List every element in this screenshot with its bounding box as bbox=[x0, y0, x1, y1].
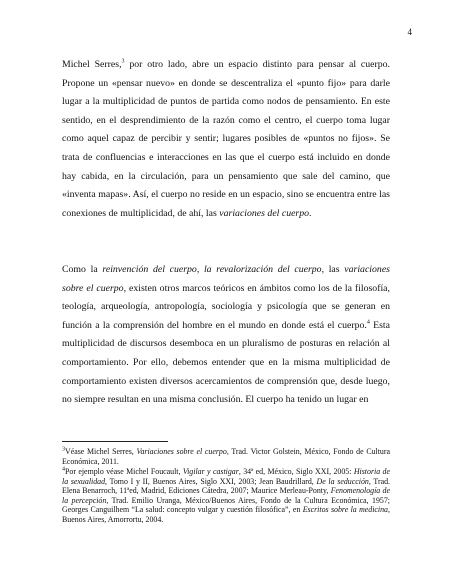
body-paragraph-serres bbox=[62, 56, 390, 223]
para2-italic-reinvencion: reinvención del cuerpo bbox=[102, 264, 197, 275]
footnote-ref-3: 3 bbox=[121, 58, 125, 65]
para1-text-b: por otro lado, abre un espacio distinto para pensar al cuerpo. Propone un «pensar nuevo» en donde se descentraliza el «punto fijo» para darle lugar a la multiplicidad de puntos de partida como nodos de pensamiento. En este sentido, en el desprendimiento de la razón como el centro, el cuerpo toma lugar como aquel capaz de percibir y sentir; lugares posibles de «puntos no fijos». Se trata de confluencias e interacciones en las que el cuerpo está incluido en donde hay cabida, en la circulación, para un pensamiento que sale del camino, que «inventa mapas». Así, el cuerpo no reside en un espacio, sino se encuentra entre las conexiones de multiplicidad, de ahí, las bbox=[62, 59, 390, 219]
fn4-italic-seduccion: De la seducción bbox=[316, 476, 369, 486]
fn4-italic-historia: Historia de la sexualidad bbox=[62, 467, 391, 486]
fn4-text-c: , Tomo I y II, Buenos Aires, Siglo XXI, 2003; Jean Baudrillard, bbox=[105, 476, 317, 486]
para1-text-a: Michel Serres, bbox=[62, 59, 122, 70]
fn3-text-b: , Trad. Victor Golstein, México, Fondo de Cultura Económica, 2011. bbox=[62, 447, 390, 466]
para2-text-b: , bbox=[196, 264, 204, 275]
footnote-ref-4: 4 bbox=[366, 319, 370, 326]
footnote-separator bbox=[62, 441, 168, 442]
para2-italic-revalorizacion: la revalorización del cuerpo bbox=[203, 264, 322, 275]
para2-text-c: , las bbox=[321, 264, 345, 275]
fn3-text-a: Véase Michel Serres, bbox=[65, 447, 137, 456]
para1-italic-variaciones: variaciones del cuerpo bbox=[219, 207, 310, 219]
body-paragraph-marcos-teoricos bbox=[62, 261, 390, 410]
footnote-4 bbox=[62, 467, 390, 525]
fn3-italic-title: Variaciones sobre el cuerpo bbox=[136, 447, 227, 456]
para2-text-a: Como la bbox=[62, 264, 103, 275]
fn4-text-d: , Trad. Elena Benarroch, 11ªed, Madrid, Ediciones Cátedra, 2007; Maurice Merleau-Ponty, bbox=[62, 476, 390, 496]
fn4-italic-vigilar: Vigilar y castigar bbox=[182, 467, 239, 476]
para1-text-c: . bbox=[309, 207, 312, 219]
fn4-text-b: , 34ª ed, México, Siglo XXI, 2005: bbox=[238, 467, 354, 476]
para2-text-e: Esta multiplicidad de discursos desemboca en un pluralismo de posturas en relación al comportamiento. Por ello, debemos entender que en la misma multiplicidad de comportamiento existen diversos acercamientos de comprensión que, desde luego, no siempre resultan en una misma conclusión. El cuerpo ha tenido un lugar en bbox=[62, 319, 390, 406]
para2-text-d: , existen otros marcos teóricos en ámbitos como los de la filosofía, teología, arqueología, antropología, sociología y psicología que se generan en función a la comprensión del hombre en el mundo en donde está el cuerpo. bbox=[62, 282, 390, 331]
fn4-italic-escritos: Escritos sobre la medicina bbox=[302, 505, 389, 515]
fn4-italic-fenomenologia: Fenomenología de la percepción bbox=[62, 486, 390, 505]
footnote-3-number: 3 bbox=[62, 446, 65, 453]
para2-italic-variaciones: variaciones sobre el cuerpo bbox=[62, 264, 390, 294]
footnote-4-number: 4 bbox=[62, 466, 65, 473]
fn4-text-a: Por ejemplo véase Michel Foucault, bbox=[65, 467, 183, 476]
page-number: 4 bbox=[407, 27, 412, 37]
fn4-text-f: , Buenos Aires, Amorrortu, 2004. bbox=[62, 505, 390, 524]
fn4-text-e: , Trad. Emilio Uranga, México/Buenos Aires, Fondo de la Cultura Económica, 1957; Georges Canguilhem “La salud: concepto vulgar y cuestión filosófica”, en bbox=[62, 495, 391, 515]
footnote-3 bbox=[62, 447, 390, 466]
